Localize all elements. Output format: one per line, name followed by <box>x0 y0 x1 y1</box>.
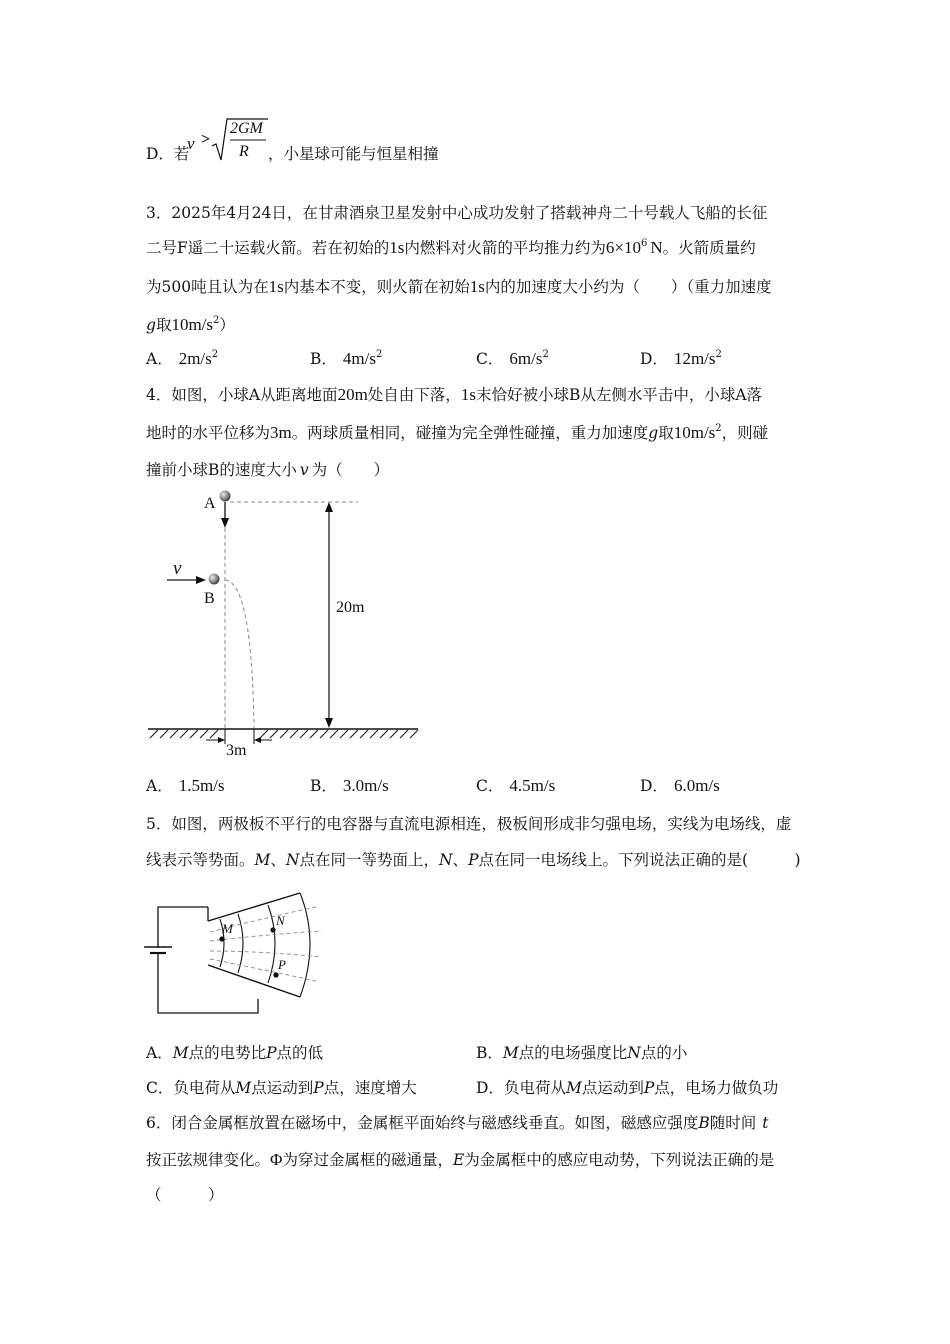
q4-option-c-value: 4.5m/s <box>509 776 556 795</box>
q3-time-1: 1s <box>389 238 405 257</box>
q3-text-2c: 。火箭质量约 <box>662 239 756 257</box>
q3-option-b-exp: 2 <box>375 349 383 360</box>
q4-text-2a: 地时的水平位移为 <box>146 424 271 442</box>
q5-sep2: 、 <box>452 851 469 869</box>
q5-option-d[interactable] <box>476 1078 778 1098</box>
displacement-label: 3m <box>226 742 247 759</box>
q6-text-1b: 随时间 <box>709 1114 757 1132</box>
q5-a-p: P <box>266 1044 277 1062</box>
q5-a-t2: 点的低 <box>276 1044 324 1062</box>
q3-line-3 <box>146 277 772 297</box>
q3-text-3b: 内基本不变，则火箭在初始 <box>283 278 470 296</box>
q4-text-1c: 末恰好被小球B从左侧水平击中，小球A落 <box>475 386 763 404</box>
q5-b-m: M <box>502 1044 519 1062</box>
q6-text-2a: 按正弦规律变化。 <box>146 1151 271 1169</box>
q3-option-a[interactable] <box>146 349 218 369</box>
q4-text-1a: 4．如图，小球A从距离地面 <box>146 386 338 404</box>
q4-option-a-value: 1.5m/s <box>178 776 225 795</box>
q3-option-d-value: 12m/s <box>673 349 716 368</box>
q5-b-t1: 点的电场强度比 <box>518 1044 628 1062</box>
q4-text-2d: ，则碰 <box>721 424 769 442</box>
ball-b-label: B <box>204 590 215 607</box>
q4-g-symbol: g <box>648 424 659 442</box>
q3-option-d-label: D． <box>640 350 668 368</box>
q4-option-c-label: C． <box>476 777 504 795</box>
q5-option-b-label: B． <box>476 1044 503 1062</box>
q3-option-b[interactable] <box>310 349 382 369</box>
q5-n2: N <box>438 851 453 869</box>
q3-option-b-value: 4m/s <box>342 349 376 368</box>
q4-time: 1s <box>460 385 476 404</box>
point-m <box>219 936 224 941</box>
q4-line-2 <box>146 423 768 443</box>
q5-a-m: M <box>172 1044 189 1062</box>
q6-text-1a: 6．闭合金属框放置在磁场中，金属框平面始终与磁感线垂直。如图，磁感应强度 <box>146 1114 699 1132</box>
q3-text-3c: 内的加速度大小约为（ ）（重力加速度 <box>484 278 772 296</box>
q3-option-a-label: A． <box>146 350 173 368</box>
q4-displacement: 3m <box>270 423 292 442</box>
q3-thrust-exp: 6 <box>641 238 648 249</box>
q3-text-2a: 二号F遥二十运载火箭。若在初始的 <box>146 239 390 257</box>
q4-option-d-value: 6.0m/s <box>673 776 720 795</box>
q5-option-b[interactable] <box>476 1043 687 1063</box>
q5-c-t1: 负电荷从 <box>173 1079 236 1097</box>
q2d-v: v <box>187 134 195 153</box>
ball-a-label: A <box>204 495 216 512</box>
q5-d-m: M <box>565 1079 582 1097</box>
q5-line-2 <box>146 850 801 870</box>
q5-n: N <box>285 851 300 869</box>
q6-b: B <box>698 1114 710 1132</box>
q5-b-t2: 点的小 <box>640 1044 688 1062</box>
q2d-suffix: ，小星球可能与恒星相撞 <box>268 145 439 163</box>
q3-option-d-exp: 2 <box>715 349 722 360</box>
q6-text-2b: 为穿过金属框的磁通量， <box>282 1151 453 1169</box>
q3-text-3a: 为500吨且认为在 <box>146 278 269 296</box>
q4-option-b[interactable] <box>310 776 389 796</box>
q5-text-2c: 点在同一电场线上。下列说法正确的是( ) <box>478 851 801 869</box>
q4-text-2b: 。两球质量相同，碰撞为完全弹性碰撞，重力加速度 <box>291 424 649 442</box>
q5-text-2b: 点在同一等势面上， <box>299 851 439 869</box>
q5-d-p: P <box>643 1079 655 1097</box>
q5-text-1: 5．如图，两极板不平行的电容器与直流电源相连，极板间形成非匀强电场，实线为电场线，虚 <box>146 815 792 833</box>
q3-text-4b: 取 <box>155 316 172 334</box>
q3-option-d[interactable] <box>640 349 722 369</box>
q3-time-3: 1s <box>469 277 485 296</box>
q5-a-t1: 点的电势比 <box>188 1044 267 1062</box>
ball-a <box>220 491 231 502</box>
q5-d-t2: 点运动到 <box>581 1079 644 1097</box>
q4-v-symbol: v <box>299 461 309 479</box>
q2d-denominator: R <box>239 143 249 160</box>
q4-height: 20m <box>337 385 368 404</box>
q6-e: E <box>452 1151 465 1169</box>
q6-t: t <box>762 1114 769 1132</box>
q3-thrust: 6×10 <box>605 238 641 257</box>
q3-g-exp: 2 <box>213 315 220 326</box>
q4-line-1 <box>146 385 762 405</box>
q5-option-a-label: A． <box>146 1044 173 1062</box>
q4-option-d-label: D． <box>640 777 668 795</box>
q5-p: P <box>468 851 479 869</box>
q6-line-2 <box>146 1150 774 1170</box>
q3-text-4c: ） <box>219 316 235 334</box>
q3-text-1: 3．2025年4月24日，在甘肃酒泉卫星发射中心成功发射了搭载神舟二十号载人飞船的长征 <box>146 204 768 222</box>
q5-c-t3: 点，速度增大 <box>323 1079 417 1097</box>
height-label: 20m <box>336 599 365 616</box>
q3-g-symbol: g <box>146 316 156 334</box>
q4-text-3b: 为（ ） <box>311 461 390 479</box>
q5-c-m: M <box>235 1079 252 1097</box>
q4-g-exp: 2 <box>715 423 722 434</box>
q3-line-1 <box>146 203 767 223</box>
q6-line-1 <box>146 1113 769 1133</box>
q5-option-c-label: C． <box>146 1079 174 1097</box>
q4-text-3a: 撞前小球B的速度大小 <box>146 461 297 479</box>
q4-option-b-value: 3.0m/s <box>342 776 389 795</box>
q4-option-c[interactable] <box>476 776 555 796</box>
q5-c-p: P <box>313 1079 324 1097</box>
q4-option-d[interactable] <box>640 776 720 796</box>
q2d-gt: > <box>201 131 211 148</box>
q3-option-c[interactable] <box>476 349 549 369</box>
q2d-prefix: D．若 <box>146 145 190 163</box>
q5-b-n: N <box>627 1044 641 1062</box>
q3-unit-n: N <box>650 238 663 257</box>
q5-sep: 、 <box>270 851 286 869</box>
q5-option-a[interactable] <box>146 1043 323 1063</box>
q6-text-3: （ ） <box>146 1186 224 1204</box>
q2-option-d <box>146 144 189 164</box>
q4-text-1b: 处自由下落， <box>367 386 461 404</box>
q3-option-c-label: C． <box>476 350 504 368</box>
q3-time-2: 1s <box>268 277 284 296</box>
q4-g-value: 10m/s <box>673 423 716 442</box>
q4-option-a[interactable] <box>146 776 225 796</box>
q5-figure <box>140 877 330 1017</box>
q3-text-2b: 内燃料对火箭的平均推力约为 <box>404 239 606 257</box>
q5-option-c[interactable] <box>146 1078 417 1098</box>
ball-b <box>209 574 220 585</box>
q3-line-2 <box>146 238 756 258</box>
q3-option-a-value: 2m/s <box>178 349 212 368</box>
q5-d-t3: 点，电场力做负功 <box>654 1079 779 1097</box>
q3-option-c-exp: 2 <box>542 349 549 360</box>
point-n <box>270 927 275 932</box>
q3-option-c-value: 6m/s <box>509 349 543 368</box>
point-p-label: P <box>278 957 286 972</box>
q5-option-d-label: D． <box>476 1079 504 1097</box>
q4-option-a-label: A． <box>146 777 173 795</box>
q5-c-t2: 点运动到 <box>251 1079 314 1097</box>
q4-text-2c: 取 <box>658 424 674 442</box>
q6-line-3 <box>146 1185 224 1205</box>
q2d-numerator: 2GM <box>230 120 263 137</box>
q4-figure <box>140 482 430 762</box>
q5-m: M <box>254 851 271 869</box>
point-n-label: N <box>276 913 285 928</box>
velocity-label: v <box>173 558 182 579</box>
q6-phi: Φ <box>270 1150 283 1169</box>
point-p <box>273 972 278 977</box>
q3-option-b-label: B． <box>310 350 337 368</box>
q5-d-t1: 负电荷从 <box>503 1079 566 1097</box>
q3-g-value: 10m/s <box>171 315 214 334</box>
q3-option-a-exp: 2 <box>211 349 219 360</box>
q6-text-2c: 为金属框中的感应电动势，下列说法正确的是 <box>464 1151 775 1169</box>
point-m-label: M <box>222 921 233 936</box>
q2d-suffix-line <box>268 144 439 164</box>
q4-line-3 <box>146 460 389 480</box>
q3-line-4 <box>146 315 235 335</box>
q4-option-b-label: B． <box>310 777 337 795</box>
q5-line-1 <box>146 814 791 834</box>
q5-text-2a: 线表示等势面。 <box>146 851 255 869</box>
